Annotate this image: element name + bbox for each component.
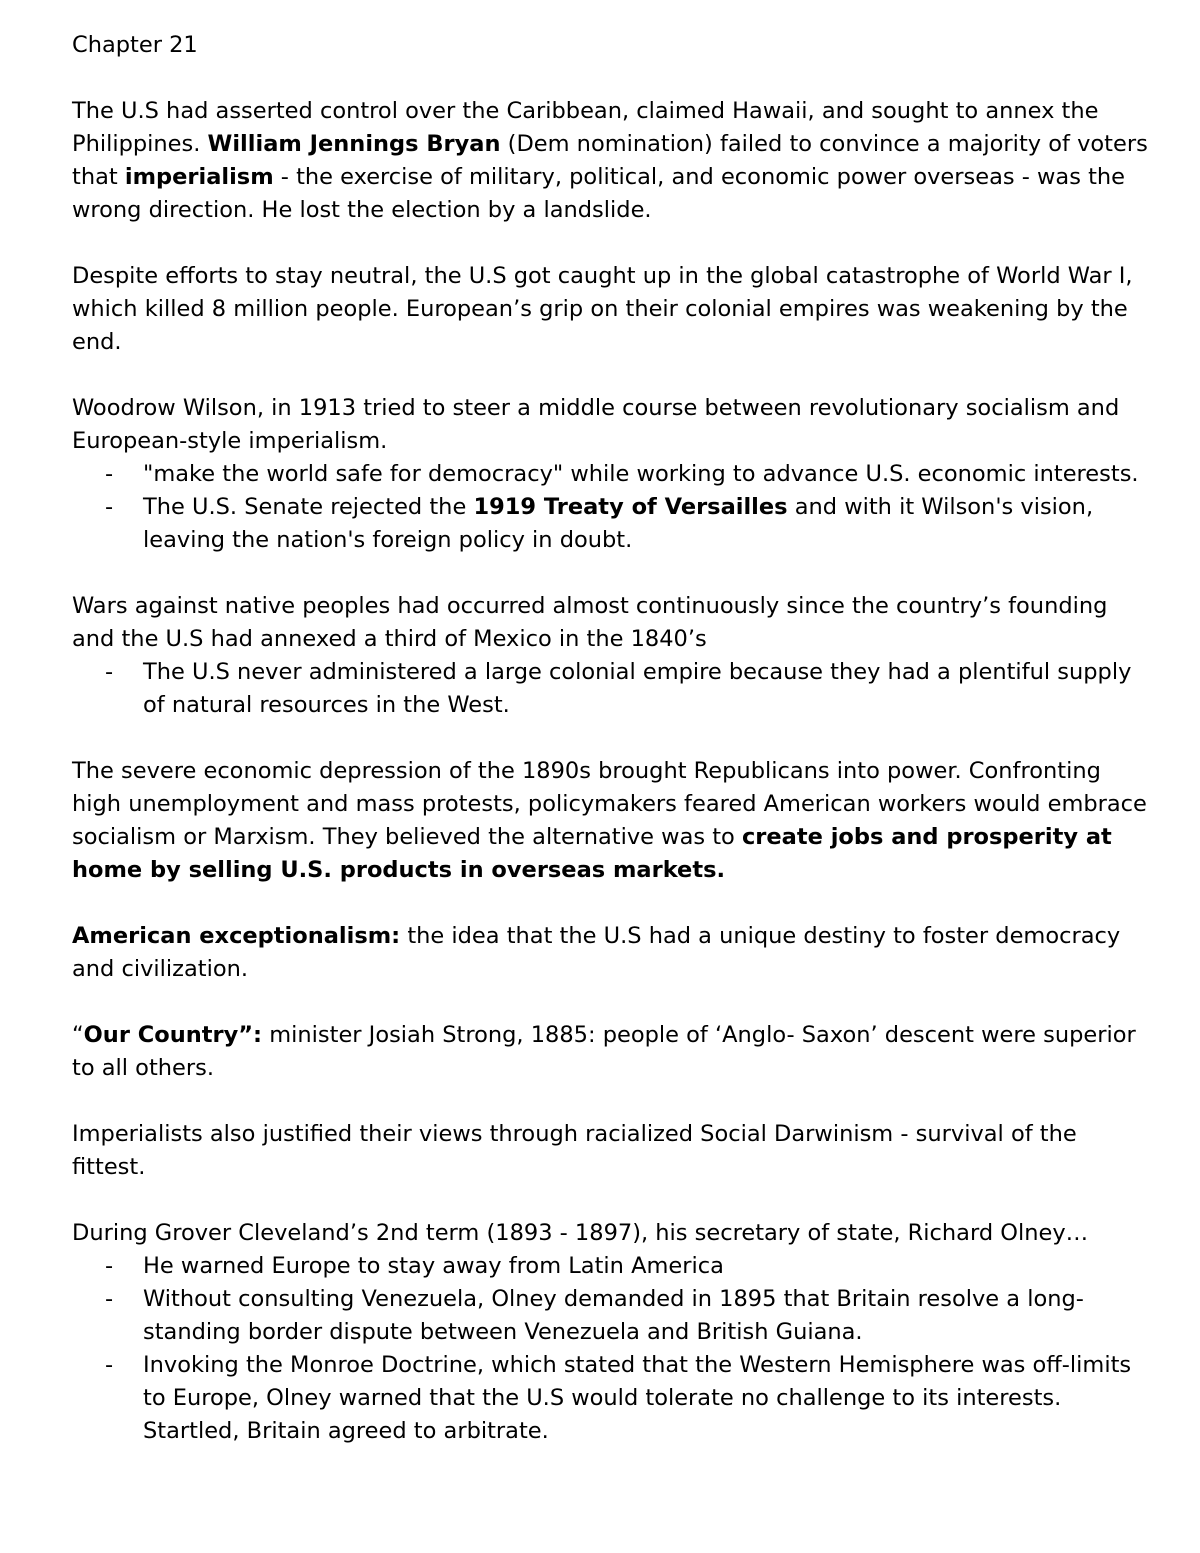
list-item: - Invoking the Monroe Doctrine, which stated that the Western Hemisphere was off-limits to Europe, Olney warned that the U.S would tolerate no challenge to its interests. Startled, Britain agreed to arbitrate. [72, 1349, 1150, 1448]
bold-overseas-markets: create jobs and prosperity at home by selling U.S. products in overseas markets. [72, 824, 1112, 883]
paragraph-our-country: “Our Country”: minister Josiah Strong, 1885: people of ‘Anglo- Saxon’ descent were superior to all others. [72, 1022, 1136, 1081]
wilson-bullet-list [72, 458, 1150, 557]
chapter-title: Chapter 21 [72, 32, 198, 58]
term-american-exceptionalism: American exceptionalism: [72, 923, 401, 949]
bullet-dash: - [105, 659, 114, 685]
paragraph-economic-depression: The severe economic depression of the 1890s brought Republicans into power. Confronting high unemployment and mass protests, policymakers feared American workers would embrace socialism or Marxism. They believed the alternative was to create jobs and prosperity at home by selling U.S. products in overseas markets. [72, 758, 1147, 883]
term-imperialism: imperialism [124, 164, 274, 190]
bullet-dash: - [105, 1286, 114, 1312]
olney-bullet-list [72, 1250, 1150, 1448]
bullet-dash: - [105, 461, 114, 487]
list-item: - The U.S. Senate rejected the 1919 Treaty of Versailles and with it Wilson's vision, leaving the nation's foreign policy in doubt. [72, 491, 1150, 557]
term-our-country: Our Country”: [83, 1022, 263, 1048]
list-item: - He warned Europe to stay away from Latin America [72, 1250, 1150, 1283]
paragraph-woodrow-wilson: Woodrow Wilson, in 1913 tried to steer a middle course between revolutionary socialism and European-style imperialism. [72, 395, 1120, 454]
term-treaty-of-versailles: 1919 Treaty of Versailles [473, 494, 788, 520]
paragraph-imperialism: The U.S had asserted control over the Caribbean, claimed Hawaii, and sought to annex the Philippines. William Jennings Bryan (Dem nomination) failed to convince a majority of voters that imperialism - the exercise of military, political, and economic power overseas - was the wrong direction. He lost the election by a landslide. [72, 98, 1148, 223]
list-item: - Without consulting Venezuela, Olney demanded in 1895 that Britain resolve a long-standing border dispute between Venezuela and British Guiana. [72, 1283, 1150, 1349]
list-item: - "make the world safe for democracy" while working to advance U.S. economic interests. [72, 458, 1150, 491]
paragraph-social-darwinism: Imperialists also justified their views through racialized Social Darwinism - survival of the fittest. [72, 1121, 1077, 1180]
paragraph-grover-cleveland: During Grover Cleveland’s 2nd term (1893 - 1897), his secretary of state, Richard Olney… [72, 1220, 1089, 1246]
paragraph-american-exceptionalism: American exceptionalism: the idea that the U.S had a unique destiny to foster democracy and civilization. [72, 923, 1121, 982]
bullet-dash: - [105, 1352, 114, 1378]
list-item: - The U.S never administered a large colonial empire because they had a plentiful supply of natural resources in the West. [72, 656, 1150, 722]
term-william-jennings-bryan: William Jennings Bryan [207, 131, 501, 157]
paragraph-native-wars: Wars against native peoples had occurred almost continuously since the country’s founding and the U.S had annexed a third of Mexico in the 1840’s [72, 593, 1108, 652]
bullet-dash: - [105, 1253, 114, 1279]
native-wars-bullet-list [72, 656, 1150, 722]
bullet-dash: - [105, 494, 114, 520]
paragraph-world-war-1: Despite efforts to stay neutral, the U.S got caught up in the global catastrophe of World War I, which killed 8 million people. European’s grip on their colonial empires was weakening by the end. [72, 263, 1133, 355]
